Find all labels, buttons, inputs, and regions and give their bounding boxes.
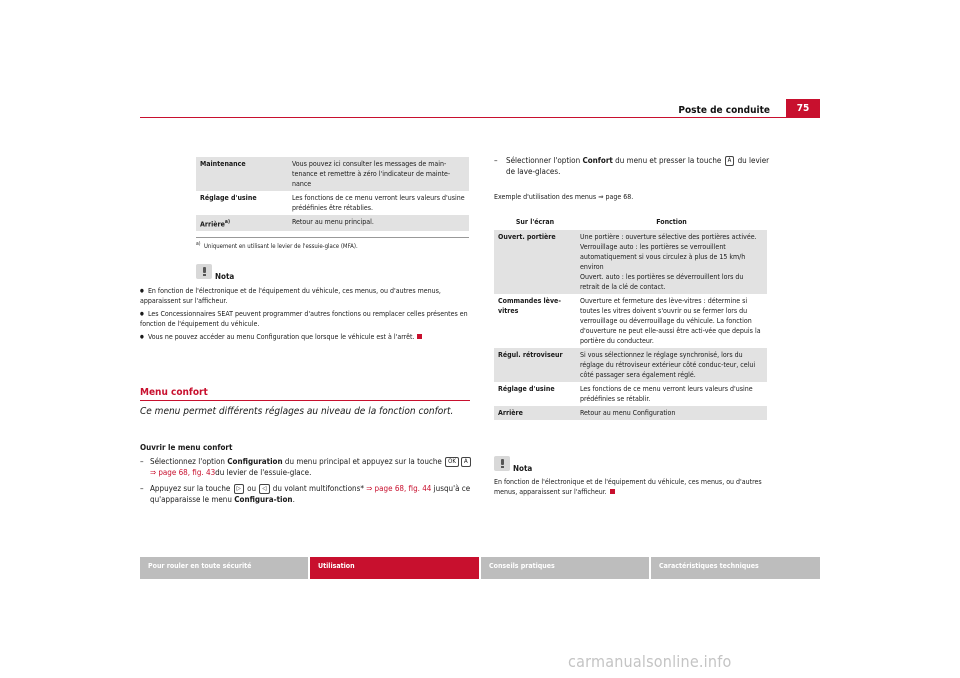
note-bullet: ● En fonction de l'électronique et de l'équipement du véhicule, ces menus, ou d'autres menus, apparaissent sur l'afficheur. [140, 286, 472, 306]
table-row [196, 191, 469, 215]
note-title: Nota [513, 464, 533, 473]
footnote [196, 241, 358, 250]
table-row [196, 157, 469, 191]
left-key: ◁ [259, 484, 269, 494]
row-key: Réglage d'usine [498, 385, 555, 393]
step-text: Sélectionner l'option Confort du menu et presser la touche A du levier de lave-glaces. [506, 156, 770, 176]
row-value: Vous pouvez ici consulter les messages de main-tenance et remettre à zéro l'indicateur de mainte-nance [288, 157, 469, 191]
note-bullet-last [140, 332, 472, 342]
settings-table [196, 157, 469, 231]
row-key: Ouvert. portière [494, 230, 576, 294]
header-rule [140, 117, 820, 118]
step-text: Sélectionnez l'option Configuration du menu principal et appuyez sur la touche OK A ⇒ page 68, fig. 43du levier de l'essuie-glace. [150, 456, 472, 478]
column-header: Sur l'écran [515, 218, 555, 226]
table-row [196, 215, 469, 231]
section-title: Menu confort [140, 387, 208, 398]
page-header-title: Poste de conduite [678, 105, 770, 116]
right-key: ▷ [234, 484, 244, 494]
row-value: Ouverture et fermeture des lève-vitres : détermine si toutes les vitres doivent s'ouvrir ou se fermer lors du verrouillage ou déverrouillage du véhicule. La fonction d'ouverture ne peut elle-aussi être acti-vée que depuis la portière du conducteur. [580, 297, 761, 345]
page-link[interactable]: ⇒ page 68, fig. 44 [366, 484, 432, 493]
row-key: Maintenance [196, 157, 288, 191]
footnote-ref: a) [224, 219, 230, 225]
row-key: Arrière [494, 406, 576, 420]
row-value: Les fonctions de ce menu verront leurs valeurs d'usine prédéfinies être rétablies. [292, 194, 465, 212]
row-key [196, 215, 288, 231]
steps-heading: Ouvrir le menu confort [140, 443, 233, 452]
watermark: carmanualsonline.info [568, 652, 732, 671]
page-link[interactable]: ⇒ page 68, fig. 43 [150, 468, 216, 477]
comfort-table [494, 214, 767, 420]
row-value: Une portière : ouverture sélective des portières activée. Verrouillage auto : les portières se verrouillent automatiquement si vous circulez à plus de 15 km/h environ Ouvert. auto : les portières se déverrouillent lors du retrait de la clé de contact. [576, 230, 767, 294]
step-item: – Sélectionnez l'option Configuration du menu principal et appuyez sur la touche OK A ⇒ page 68, fig. 43du levier de l'essuie-glace. [140, 456, 472, 478]
nav-tab-safety[interactable]: Pour rouler en toute sécurité [140, 557, 308, 579]
row-key: Commandes lève-vitres [498, 297, 561, 315]
end-marker [417, 334, 422, 339]
a-key: A [725, 156, 735, 166]
table-row [494, 348, 767, 382]
table-row [494, 406, 767, 420]
table-row [494, 294, 767, 348]
note-body: En fonction de l'électronique et de l'équipement du véhicule, ces menus, ou d'autres menus, apparaissent sur l'afficheur. [494, 478, 762, 496]
table-header-row [494, 214, 767, 230]
nav-tab-tips[interactable]: Conseils pratiques [481, 557, 649, 579]
footnote-rule [196, 237, 469, 238]
nav-tab-operation[interactable]: Utilisation [310, 557, 479, 579]
page-link[interactable]: ⇒ page 68. [598, 193, 634, 201]
page-number: 75 [786, 99, 820, 118]
row-key-text: Arrière [200, 220, 225, 229]
step-item: – Sélectionner l'option Confort du menu et presser la touche A du levier de lave-glaces. [494, 156, 770, 176]
note-bullet-text: ● Vous ne pouvez accéder au menu Configuration que lorsque le véhicule est à l'arrêt. [140, 333, 414, 341]
row-value: Retour au menu Configuration [576, 406, 767, 420]
step-item: – Appuyez sur la touche ▷ ou ◁ du volant multifonctions* ⇒ page 68, fig. 44 jusqu'à ce qu'apparaisse le menu Configura-tion. [140, 484, 471, 504]
step-text: Appuyez sur la touche ▷ ou ◁ du volant multifonctions* ⇒ page 68, fig. 44 jusqu'à ce qu'apparaisse le menu Configura-tion. [150, 484, 471, 504]
row-value: Retour au menu principal. [288, 215, 469, 231]
steps [140, 442, 472, 505]
note-icon [196, 264, 212, 279]
footnote-mark: a) [196, 241, 201, 247]
table-row [494, 382, 767, 406]
example-line: Exemple d'utilisation des menus ⇒ page 68. [494, 193, 634, 201]
note-body [140, 286, 472, 342]
section-rule [140, 400, 470, 401]
section-subtitle: Ce menu permet différents réglages au niveau de la fonction confort. [140, 406, 454, 417]
note-icon [494, 456, 510, 471]
end-marker [610, 489, 615, 494]
footnote-text: Uniquement en utilisant le levier de l'essuie-glace (MFA). [203, 243, 358, 250]
nav-tab-technical[interactable]: Caractéristiques techniques [651, 557, 820, 579]
row-key: Régul. rétroviseur [494, 348, 576, 382]
note-bullet: ● Les Concessionnaires SEAT peuvent programmer d'autres fonctions ou remplacer celles présentes en fonction de l'équipement du véhicule. [140, 309, 472, 329]
table-row [494, 230, 767, 294]
column-header: Fonction [656, 218, 687, 226]
a-key: A [461, 457, 471, 467]
row-key: Réglage d'usine [200, 194, 257, 202]
note-title: Nota [215, 272, 235, 281]
row-value: Les fonctions de ce menu verront leurs valeurs d'usine prédéfinies se rétablir. [580, 385, 753, 403]
row-value: Si vous sélectionnez le réglage synchronisé, lors du réglage du rétroviseur extérieur côté conduc-teur, celui côté passager sera également réglé. [576, 348, 767, 382]
ok-key: OK [445, 457, 459, 467]
